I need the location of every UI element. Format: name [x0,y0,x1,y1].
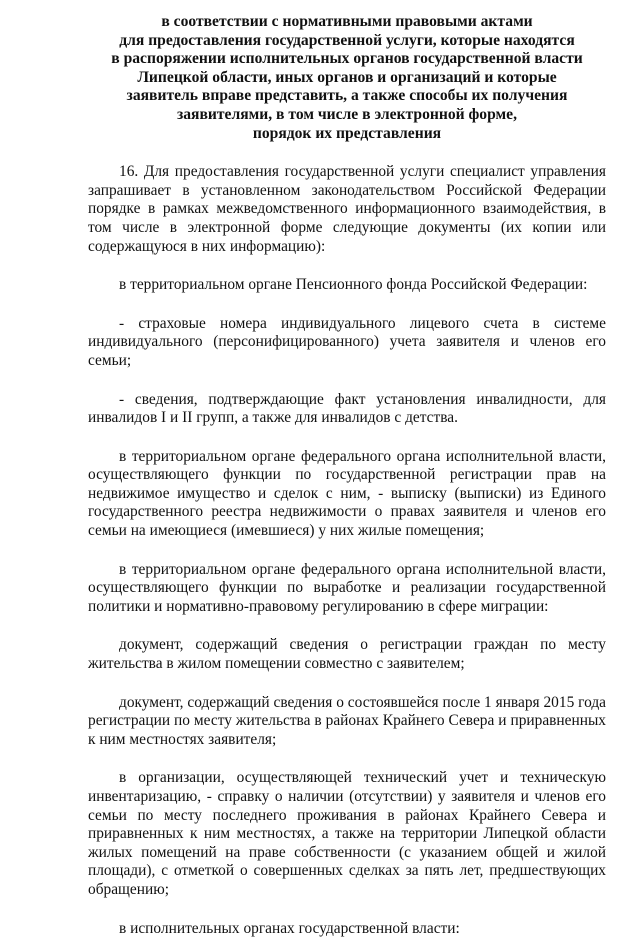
paragraph-migration-authority: в территориальном органе федерального органа исполнительной власти, осуществляющего функции по выработке и реализации государственной политики и нормативно-правовому регулированию в сфере миграции: [88,560,606,615]
heading-line: в распоряжении исполнительных органов государственной власти [111,50,583,68]
heading-line: заявителями, в том числе в электронной форме, [176,105,517,123]
paragraph-property-registry: в территориальном органе федерального органа исполнительной власти, осуществляющего функции по государственной регистрации прав на недвижимое имущество и сделок с ним, - выписку (выписки) из Единого государственного реестра недвижимости о правах заявителя и членов его семьи на имеющиеся (имевшиеся) у них жилые помещения; [88,447,606,540]
paragraph-disability-info: - сведения, подтверждающие факт установления инвалидности, для инвалидов I и II групп, а также для инвалидов с детства. [88,390,606,427]
paragraph-far-north-registration: документ, содержащий сведения о состоявшейся после 1 января 2015 года регистрации по месту жительства в районах Крайнего Севера и приравненных к ним местностях заявителя; [88,693,606,748]
heading-line: порядок их представления [252,124,442,142]
section-heading [88,13,606,143]
document-body [88,163,606,938]
paragraph-insurance-numbers: - страховые номера индивидуального лицевого счета в системе индивидуального (персонифицированного) учета заявителя и членов его семьи; [88,314,606,369]
paragraph-residence-registration: документ, содержащий сведения о регистрации граждан по месту жительства в жилом помещении совместно с заявителем; [88,636,606,673]
heading-line: Липецкой области, иных органов и организаций и которые [137,68,557,86]
paragraph-16-intro: 16. Для предоставления государственной услуги специалист управления запрашивает в установленном законодательством Российской Федерации порядке в рамках межведомственного информационного взаимодействия, в том числе в электронной форме следующие документы (их копии или содержащуюся в них информацию): [88,163,606,255]
heading-line: для предоставления государственной услуги, которые находятся [119,31,575,49]
heading-line: заявитель вправе представить, а также способы их получения [126,87,568,105]
paragraph-pension-fund: в территориальном органе Пенсионного фонда Российской Федерации: [119,276,588,294]
heading-line: в соответствии с нормативными правовыми актами [161,13,533,30]
paragraph-executive-bodies: в исполнительных органах государственной власти: [119,919,460,937]
paragraph-technical-inventory: в организации, осуществляющей технический учет и техническую инвентаризацию, - справку о наличии (отсутствии) у заявителя и членов его семьи по месту последнего проживания в районах Крайнего Севера и приравненных к ним местностях, а также на территории Липецкой области жилых помещений на праве собственности (с указанием общей и жилой площади), с отметкой о совершенных сделках за пять лет, предшествующих обращению; [88,769,606,898]
